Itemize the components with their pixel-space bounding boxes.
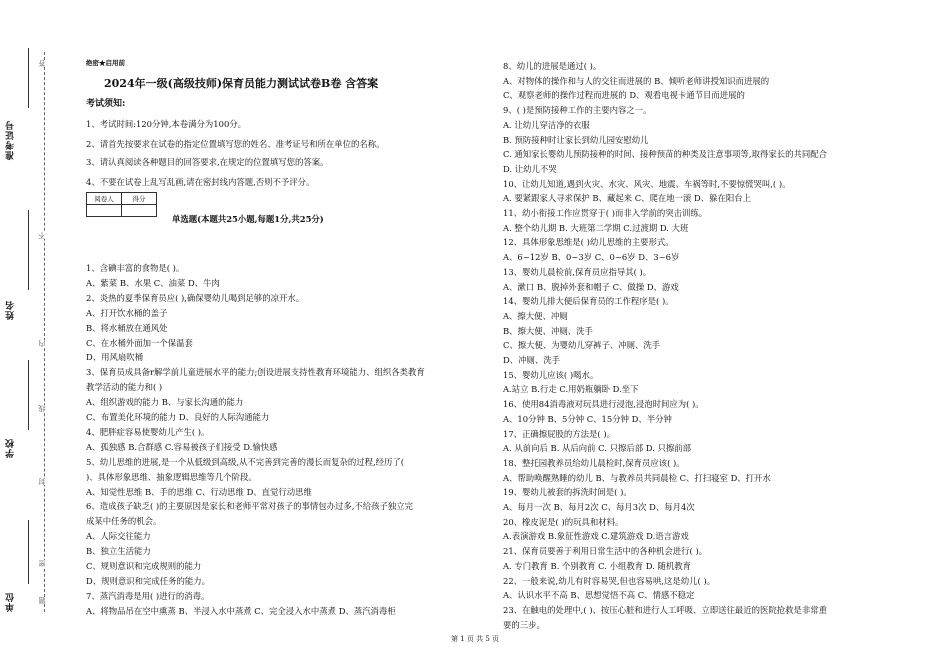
question-line: 14、婴幼儿排大便后保育员的工作程序是( )。 (503, 296, 674, 307)
instruction-item: 2、请首先按要求在试卷的指定位置填写您的姓名、准考证号和所在单位的名称。 (86, 139, 385, 149)
binding-strip (0, 0, 58, 671)
question-line: A、人际交往能力 (86, 531, 151, 542)
seal-mark: 题 (38, 597, 46, 604)
question-line: B. 预防接种时让家长到幼儿园安慰幼儿 (503, 134, 649, 145)
score-table (86, 192, 157, 217)
question-line: D. 让幼儿不哭 (503, 163, 557, 174)
question-line: A. 专门教育 B. 个别教育 C. 小组教育 D. 随机教育 (503, 560, 692, 571)
seal-mark: 密 (38, 560, 46, 567)
instructions-heading: 考试须知: (86, 99, 126, 109)
question-line: 11、幼小衔接工作应贯穿于( )而非入学前的突击训练。 (503, 208, 708, 218)
question-line: 21、保育员要善于利用日常生活中的各种机会进行( )。 (503, 546, 708, 557)
question-line: C、规则意识和完成规则的能力 (86, 561, 202, 571)
question-line: C. 通知家长婴幼儿预防接种的时间、接种预苗的种类及注意事项等,取得家长的共同配合 (503, 149, 827, 160)
school-line (28, 360, 29, 430)
question-line: A、孤独感 B.合群感 C.容易被孩子们接受 D.愉快感 (86, 441, 278, 452)
question-line: A、漱口 B、脱掉外套和帽子 C、做操 D、游戏 (503, 281, 679, 292)
question-line: C、在水桶外面加一个保温套 (86, 337, 193, 348)
page-title: 2024年一级(高级技师)保育员能力测试试卷B卷 含答案 (104, 77, 379, 90)
seal-mark: 内 (38, 340, 46, 347)
reviewer-cell: 阅卷人 (87, 193, 122, 205)
question-line: 要的三步。 (503, 619, 545, 630)
question-line: 1、含碘丰富的食物是( )。 (86, 263, 185, 273)
question-line: 4、肥胖症容易使婴幼儿产生( )。 (86, 426, 210, 437)
reviewer-input-cell[interactable] (87, 205, 122, 217)
question-line: A.表演游戏 B.象征性游戏 C.建筑游戏 D.语言游戏 (503, 531, 689, 542)
question-line: A、将物品吊在空中熏蒸 B、半浸入水中蒸煮 C、完全浸入水中蒸煮 D、蒸汽消毒柜 (86, 605, 396, 616)
question-line: 7、蒸汽消毒是用( )进行的消毒。 (86, 590, 210, 601)
question-line: 23、在触电的处理中,( )、按压心脏和进行人工呼吸、立即送往最近的医院抢救是非常重 (503, 604, 828, 615)
question-line: 17、正确擦屁股的方法是( )。 (503, 428, 615, 439)
question-line: A、擦大便、冲厕 (503, 310, 568, 321)
question-line: 3、保育员成具备r解学前儿童进展水平的能力;创设进展支持性教育环境能力、组织各类教育 (86, 367, 425, 378)
question-line: A、组织游戏的能力 B、与家长沟通的能力 (86, 397, 244, 408)
question-line: A、对物体的操作和与人的交往而进展的 B、倾听老师讲授知识而进展的 (503, 75, 770, 86)
question-line: )、具体形象思维、抽象逻辑思维等几个阶段。 (86, 471, 257, 482)
question-line: A、紫菜 B、水果 C、油菜 D、牛肉 (86, 277, 220, 288)
seal-mark: 线 (38, 405, 46, 412)
seal-mark: 不 (38, 232, 46, 239)
question-line: A、认识水平不高 B、思想觉悟不高 C、情感不稳定 (503, 590, 695, 601)
section-title: 单选题(本题共25小题,每题1分,共25分) (172, 214, 324, 224)
question-line: A、知觉性思维 B、手的思维 C、行动思维 D、直觉行动思维 (86, 486, 312, 497)
question-line: D、规则意识和完成任务的能力。 (86, 575, 210, 586)
question-line: A、打开饮水桶的盖子 (86, 307, 168, 318)
question-line: C、擦大便、为婴幼儿穿裤子、冲厕、洗手 (503, 340, 661, 351)
question-line: 10、让幼儿知道,遇到火灾、水灾、风灾、地震、车祸等时,不要惊慌哭叫,( )。 (503, 178, 791, 189)
score-input-cell[interactable] (122, 205, 157, 217)
exam-number-label: 准考证号 (6, 120, 16, 160)
question-line: 22、一般来说,幼儿有时容易哭,但也容易哄,这是幼儿( )。 (503, 575, 716, 586)
instruction-item: 3、请认真阅读各种题目的回答要求,在规定的位置填写您的答案。 (86, 157, 329, 167)
question-line: A. 从前向后 B. 从后向前 C. 只擦后部 D. 只擦前部 (503, 443, 692, 454)
question-line: C、布置美化环境的能力 D、良好的人际沟通能力 (86, 412, 270, 422)
question-line: D、冲厕、洗手 (503, 355, 560, 365)
question-line: B、将水桶放在通风处 (86, 322, 168, 333)
question-line: A、6~12岁 B、0~3岁 C、0~6岁 D、3~6岁 (503, 252, 680, 263)
question-line: 5、幼儿思维的进展,是一个从低级到高级,从不完善到完善的漫长而复杂的过程,经历了( (86, 456, 405, 467)
seal-mark: 封 (38, 478, 46, 485)
question-line: A. 整个幼儿期 B. 大班第二学期 C.过渡期 D. 大班 (503, 222, 689, 233)
instruction-item: 1、考试时间:120分钟,本卷满分为100分。 (86, 119, 247, 129)
question-line: 6、造成孩子缺乏( )的主要原因是家长和老师平常对孩子的事情包办过多,不给孩子独立完 (86, 501, 414, 512)
unit-line (28, 520, 29, 584)
question-line: B、独立生活能力 (86, 546, 151, 557)
exam-number-line (28, 48, 29, 108)
question-line: 18、整托园教养员给幼儿晨检时,保育员应该( )。 (503, 457, 685, 468)
name-label: 姓名 (6, 300, 16, 320)
score-cell: 得分 (122, 193, 157, 205)
question-line: 12、具体形象思维是( )幼儿思维的主要形式。 (503, 237, 674, 248)
question-line: 2、炎热的夏季保育员应( ),确保婴幼儿喝到足够的凉开水。 (86, 292, 305, 303)
question-line: A. 让幼儿穿洁净的衣服 (503, 119, 590, 130)
question-line: 教学活动的能力和( ) (86, 382, 163, 393)
question-line: B、擦大便、冲厕、洗手 (503, 325, 593, 336)
question-line: 8、幼儿的进展是通过( )。 (503, 61, 602, 71)
question-line: 19、婴幼儿被套的拆洗时间是( )。 (503, 487, 632, 498)
page-number: 第 1 页 共 5 页 (450, 635, 500, 643)
question-line: 20、橡皮泥是( )的玩具和材料。 (503, 516, 624, 527)
seal-mark: 答 (38, 60, 46, 67)
unit-label: 单位 (6, 592, 16, 612)
secret-tag: 绝密★启用前 (86, 59, 125, 67)
question-line: A. 要紧跟家人寻求保护 B、藏起来 C、爬在地一滚 D、躲在阳台上 (503, 193, 752, 204)
question-line: A、帮助唤醒熟睡的幼儿 B、与教养员共同晨检 C、打扫寝室 D、打开水 (503, 472, 771, 483)
question-line: A、每月一次 B、每月2次 C、每月3次 D、每月4次 (503, 502, 695, 512)
instruction-item: 4、不要在试卷上乱写乱画,请在密封线内答题,否则不予评分。 (86, 177, 315, 187)
question-line: 16、使用84消毒液对玩具进行浸泡,浸泡时间应为( )。 (503, 399, 704, 410)
question-line: 13、婴幼儿晨检前,保育员应指导其( )。 (503, 266, 652, 277)
question-line: C、观察老师的操作过程而进展的 D、观看电视卡通节目而进展的 (503, 90, 745, 101)
school-label: 学校 (6, 438, 16, 458)
seal-line (44, 52, 45, 612)
question-line: A.站立 B.行走 C.用奶瓶躺卧 D.坐下 (503, 384, 639, 395)
question-line: 15、婴幼儿应该( )喝水。 (503, 369, 599, 380)
question-line: D、用风扇吹桶 (86, 352, 143, 363)
question-line: A、10分钟 B、5分钟 C、15分钟 D、半分钟 (503, 413, 672, 424)
question-line: 成某中任务的机会。 (86, 516, 162, 527)
question-line: 9、( )是预防接种工作的主要内容之一。 (503, 105, 652, 116)
name-line (28, 210, 29, 290)
